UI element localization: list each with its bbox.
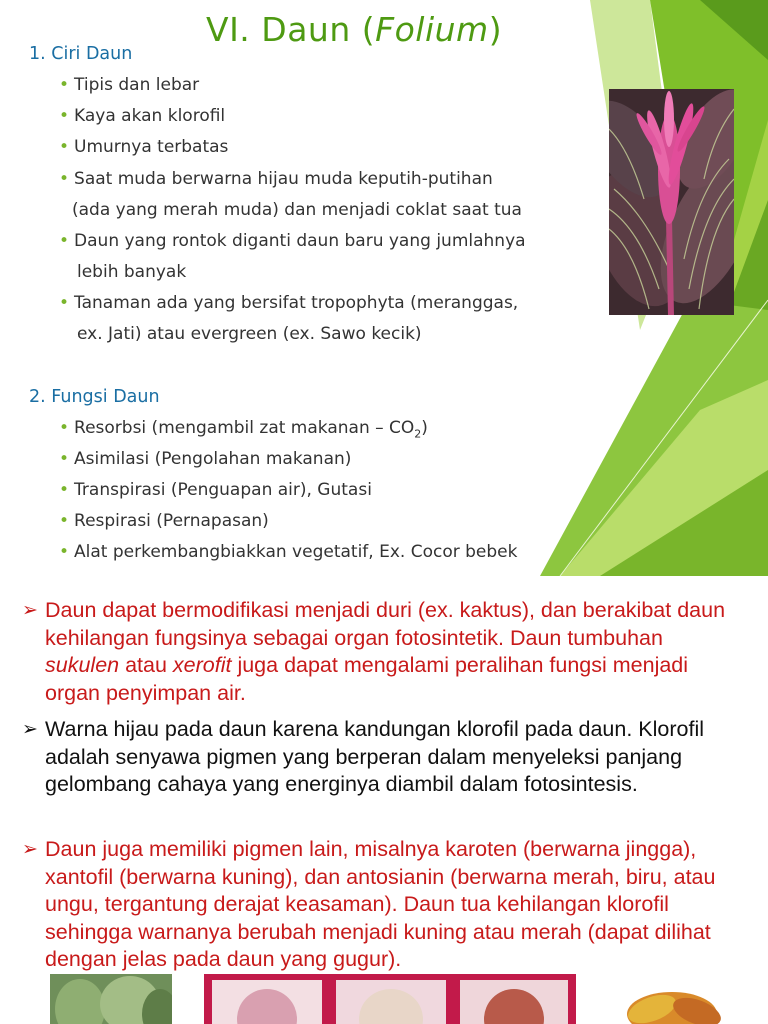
list-item: • Tanaman ada yang bersifat tropophyta (meranggas, [59,293,519,313]
bullet-icon: • [59,169,70,189]
list-item: • Transpirasi (Penguapan air), Gutasi [59,480,372,500]
list-item-continuation: lebih banyak [77,262,187,282]
bullet-icon: • [59,75,70,95]
list-item: • Daun yang rontok diganti daun baru yang jumlahnya [59,231,526,251]
list-item-continuation: ex. Jati) atau evergreen (ex. Sawo kecik) [77,324,422,344]
list-item: • Resorbsi (mengambil zat makanan – $CO_2$) [59,418,428,441]
list-item: • Umurnya terbatas [59,137,229,157]
bullet-icon: • [59,480,70,500]
bottom-leaf-photo-middle [204,974,576,1024]
bullet-icon: • [59,106,70,126]
bullet-icon: • [59,542,70,562]
bottom-leaf-photo-left [50,974,172,1024]
paragraph-pigmen-lain: ➢ Daun juga memiliki pigmen lain, misalnya karoten (berwarna jingga), xantofil (berwarna kuning), dan antosianin (berwarna merah, biru, atau ungu, tergantung derajat keasaman). Daun tua kehilangan klorofil sehingga warnanya berubah menjadi kuning atau merah (dapat dilihat dengan jelas pada daun yang gugur). [22,837,716,971]
list-item: • Respirasi (Pernapasan) [59,511,269,531]
bullet-icon: • [59,418,70,438]
list-item: • Tipis dan lebar [59,75,200,95]
list-item: • Asimilasi (Pengolahan makanan) [59,449,352,469]
arrow-bullet-icon: ➢ [22,600,38,621]
list-item: • Saat muda berwarna hijau muda keputih-putihan [59,169,493,189]
leaf-photo [609,89,734,315]
arrow-bullet-icon: ➢ [22,839,38,860]
list-item: • Alat perkembangbiakkan vegetatif, Ex. Cocor bebek [59,542,518,562]
bullet-icon: • [59,137,70,157]
paragraph-modifikasi-daun: ➢ Daun dapat bermodifikasi menjadi duri (ex. kaktus), dan berakibat daun kehilangan fungsinya sebagai organ fotosintetik. Daun tumbuhan sukulen atau xerofit juga dapat mengalami peralihan fungsi menjadi organ penyimpan air. [22,598,726,705]
bullet-icon: • [59,511,70,531]
slide-title: VI. Daun (Folium) [206,10,503,49]
bullet-icon: • [59,293,70,313]
arrow-bullet-icon: ➢ [22,719,38,740]
bullet-icon: • [59,231,70,251]
section-heading-ciri-daun: 1. Ciri Daun [29,44,133,64]
bottom-leaf-photo-right [602,974,737,1024]
list-item-continuation: (ada yang merah muda) dan menjadi coklat saat tua [72,200,522,220]
section-heading-fungsi-daun: 2. Fungsi Daun [29,387,160,407]
paragraph-klorofil: ➢ Warna hijau pada daun karena kandungan klorofil pada daun. Klorofil adalah senyawa pigmen yang berperan dalam menyeleksi panjang gelombang cahaya yang energinya diambil dalam fotosintesis. [22,717,704,796]
list-item: • Kaya akan klorofil [59,106,226,126]
bullet-icon: • [59,449,70,469]
